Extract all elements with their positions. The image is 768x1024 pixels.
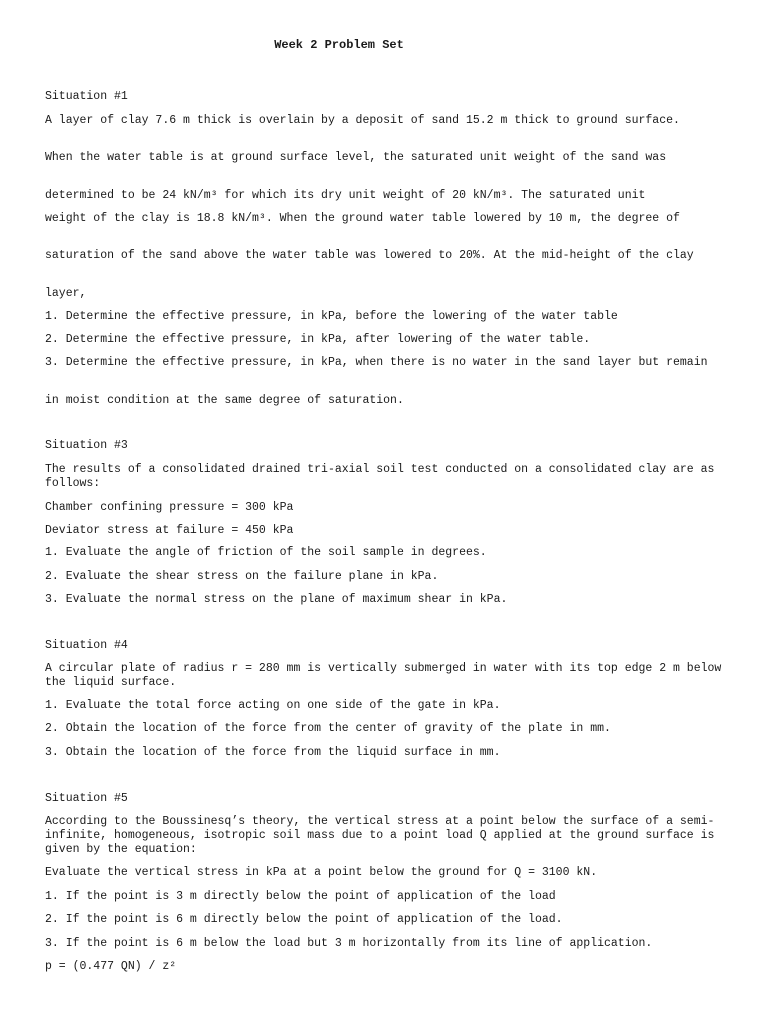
situation-5-question-3: 3. If the point is 6 m below the load but 3 m horizontally from its line of application.: [45, 937, 653, 950]
situation-3-question-2: 2. Evaluate the shear stress on the failure plane in kPa.: [45, 570, 439, 583]
situation-1-question-2: 2. Determine the effective pressure, in kPa, after lowering of the water table.: [45, 333, 591, 346]
situation-3-paragraph: The results of a consolidated drained tri-axial soil test conducted on a consolidated clay are as follows:: [45, 463, 715, 490]
situation-3-question-3: 3. Evaluate the normal stress on the plane of maximum shear in kPa.: [45, 593, 508, 606]
situation-1-question-3: 3. Determine the effective pressure, in kPa, when there is no water in the sand layer but remain: [45, 356, 708, 369]
document-title: Week 2 Problem Set: [274, 38, 404, 52]
situation-4-question-3: 3. Obtain the location of the force from the liquid surface in mm.: [45, 746, 501, 759]
situation-3-heading: Situation #3: [45, 439, 128, 452]
situation-5-question-1: 1. If the point is 3 m directly below the point of application of the load: [45, 890, 556, 903]
situation-5-paragraph: Evaluate the vertical stress in kPa at a point below the ground for Q = 3100 kN.: [45, 866, 598, 879]
situation-1-paragraph: When the water table is at ground surface level, the saturated unit weight of the sand was: [45, 151, 667, 164]
situation-3-question-1: 1. Evaluate the angle of friction of the soil sample in degrees.: [45, 546, 487, 559]
situation-1-paragraph: saturation of the sand above the water table was lowered to 20%. At the mid-height of the clay: [45, 249, 694, 262]
situation-1-question-1: 1. Determine the effective pressure, in kPa, before the lowering of the water table: [45, 310, 618, 323]
situation-1-paragraph: layer,: [45, 287, 87, 300]
situation-1-paragraph: determined to be 24 kN/m³ for which its dry unit weight of 20 kN/m³. The saturated unit: [45, 189, 646, 202]
situation-1-paragraph: A layer of clay 7.6 m thick is overlain by a deposit of sand 15.2 m thick to ground surface.: [45, 114, 680, 127]
situation-4-question-1: 1. Evaluate the total force acting on one side of the gate in kPa.: [45, 699, 501, 712]
situation-5-heading: Situation #5: [45, 792, 128, 805]
situation-5-question-2: 2. If the point is 6 m directly below the point of application of the load.: [45, 913, 563, 926]
situation-1-heading: Situation #1: [45, 90, 128, 103]
situation-3-deviator-stress: Deviator stress at failure = 450 kPa: [45, 524, 294, 537]
situation-4-question-2: 2. Obtain the location of the force from the center of gravity of the plate in mm.: [45, 722, 611, 735]
situation-5-equation: p = (0.477 QN) / z²: [45, 960, 177, 973]
situation-3-confining-pressure: Chamber confining pressure = 300 kPa: [45, 501, 294, 514]
situation-1-question-3-continued: in moist condition at the same degree of saturation.: [45, 394, 404, 407]
situation-4-paragraph: A circular plate of radius r = 280 mm is vertically submerged in water with its top edge 2 m below the liquid surface.: [45, 662, 722, 689]
situation-4-heading: Situation #4: [45, 639, 128, 652]
situation-5-paragraph: According to the Boussinesq’s theory, the vertical stress at a point below the surface of a semi-infinite, homogeneous, isotropic soil mass due to a point load Q applied at the ground surface is given by the equation:: [45, 815, 715, 856]
situation-1-paragraph: weight of the clay is 18.8 kN/m³. When the ground water table lowered by 10 m, the degree of: [45, 212, 680, 225]
